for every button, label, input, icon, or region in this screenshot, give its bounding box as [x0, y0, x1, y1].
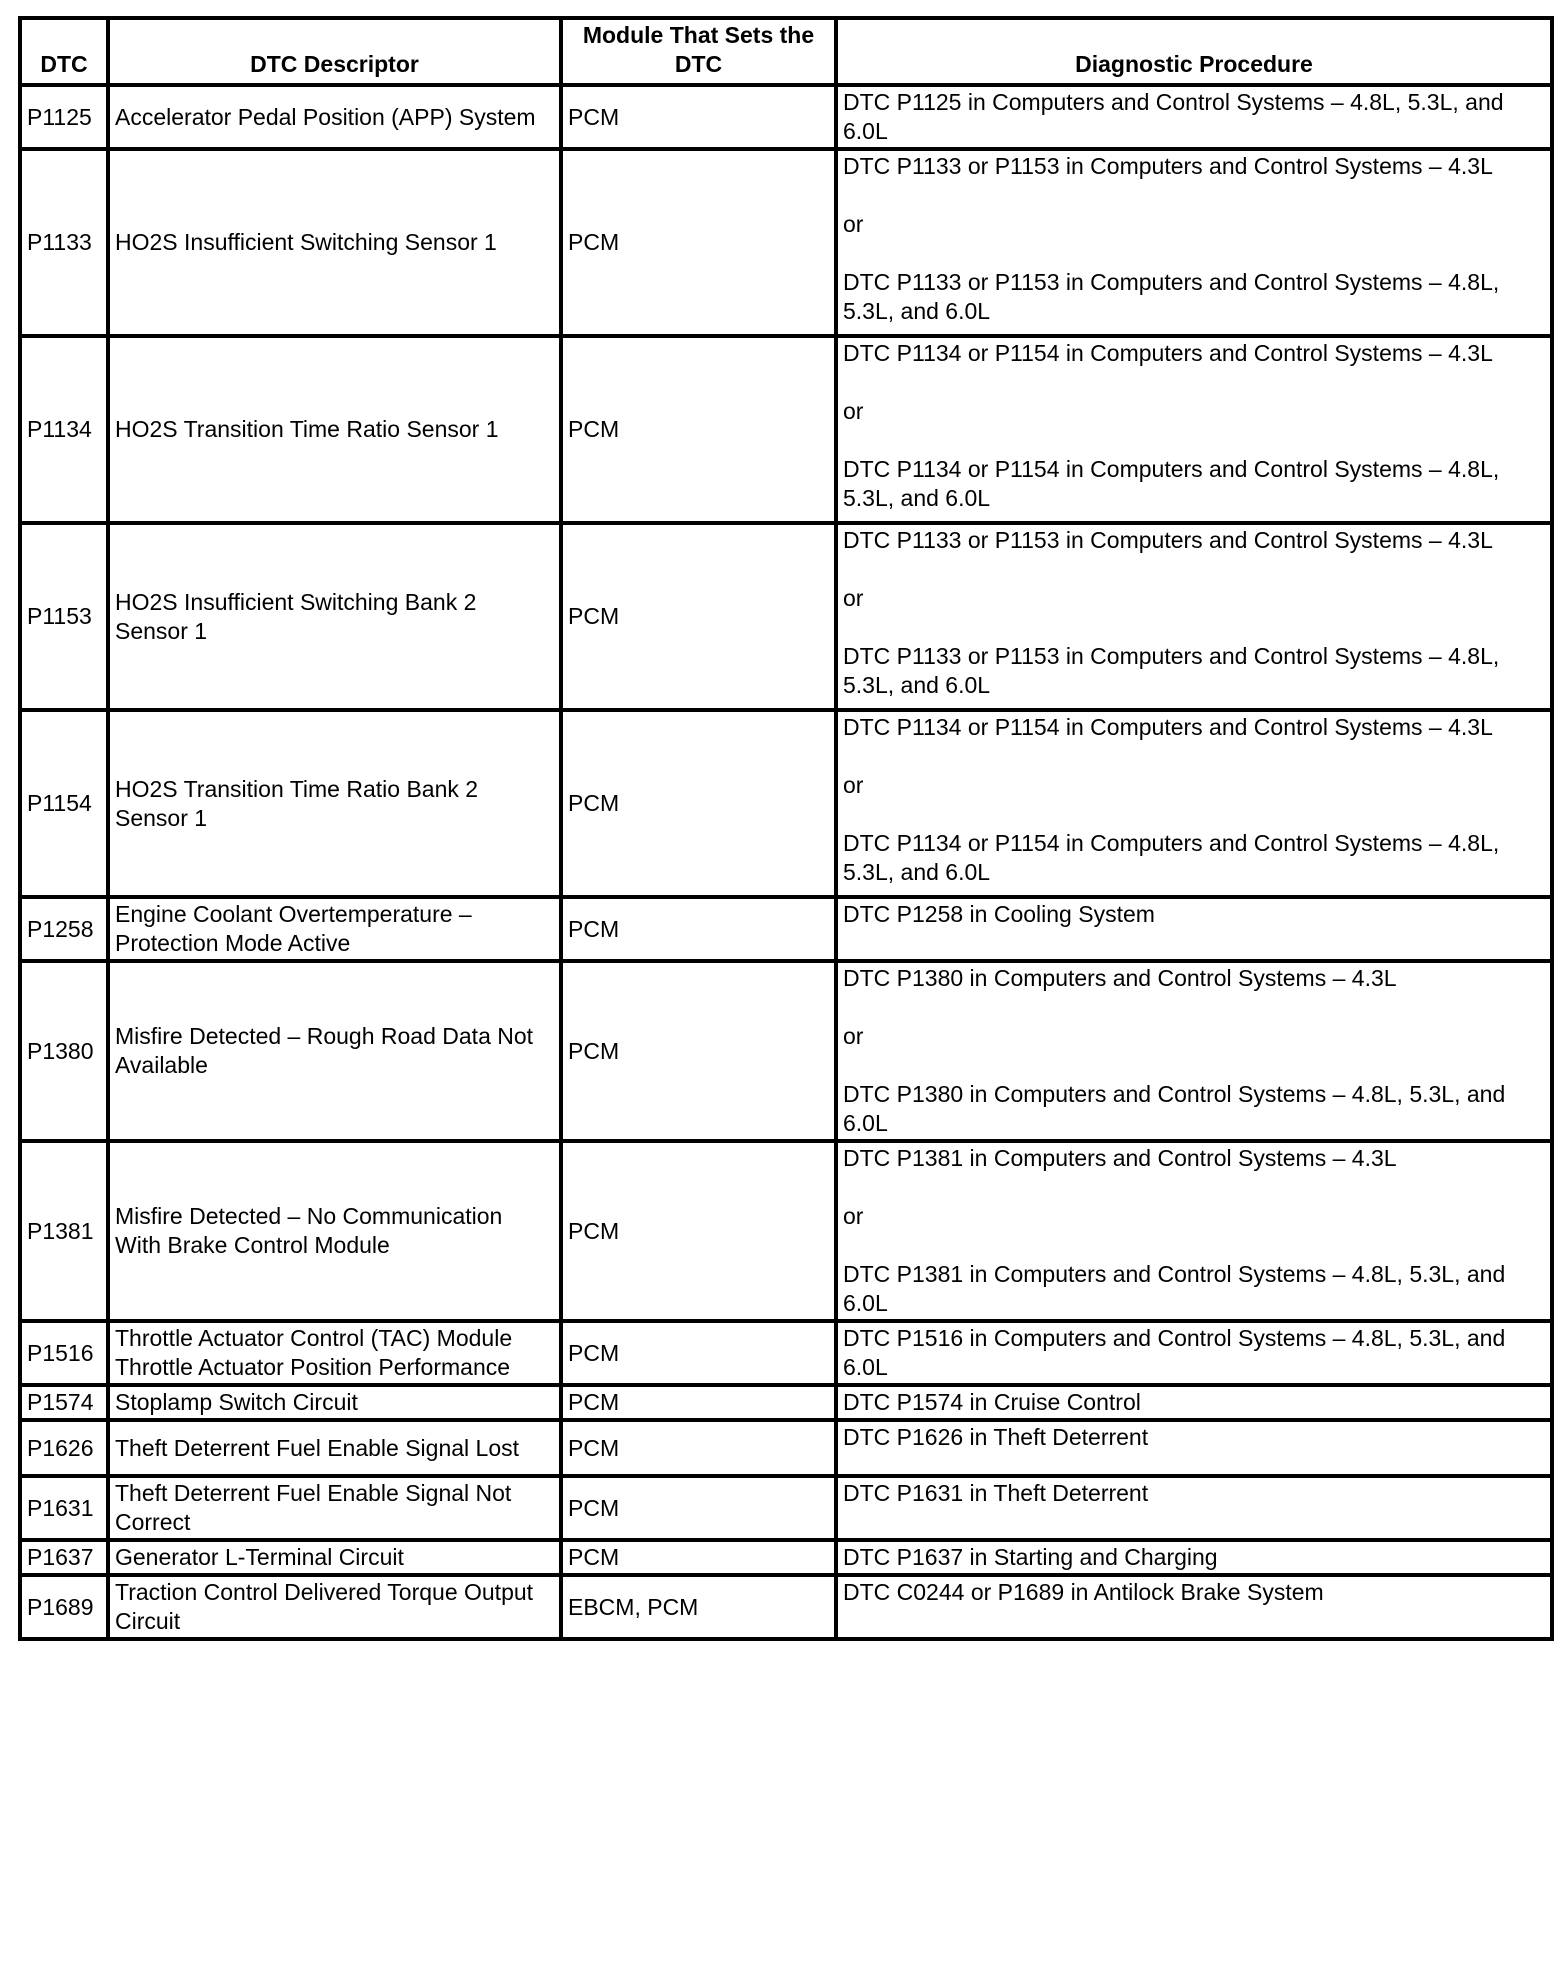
diagnostic-procedure-cell: DTC P1380 in Computers and Control Systems – 4.3L or DTC P1380 in Computers and Control Systems – 4.8L, 5.3L, and 6.0L — [836, 961, 1552, 1141]
dtc-code-cell: P1631 — [20, 1476, 108, 1540]
module-cell: PCM — [561, 710, 836, 897]
diagnostic-procedure-cell: DTC P1381 in Computers and Control Systems – 4.3L or DTC P1381 in Computers and Control Systems – 4.8L, 5.3L, and 6.0L — [836, 1141, 1552, 1321]
diagnostic-procedure-cell: DTC P1637 in Starting and Charging — [836, 1540, 1552, 1575]
dtc-descriptor-cell: HO2S Transition Time Ratio Bank 2 Sensor 1 — [108, 710, 561, 897]
dtc-code-cell: P1626 — [20, 1420, 108, 1476]
module-cell: PCM — [561, 1420, 836, 1476]
dtc-descriptor-cell: Traction Control Delivered Torque Output Circuit — [108, 1575, 561, 1639]
dtc-descriptor-cell: Accelerator Pedal Position (APP) System — [108, 85, 561, 149]
table-row — [20, 336, 1552, 523]
table-row — [20, 1141, 1552, 1321]
header-dtc: DTC — [20, 18, 108, 85]
dtc-code-cell: P1125 — [20, 85, 108, 149]
diagnostic-procedure-cell: DTC C0244 or P1689 in Antilock Brake System — [836, 1575, 1552, 1639]
dtc-code-cell: P1154 — [20, 710, 108, 897]
dtc-descriptor-cell: Stoplamp Switch Circuit — [108, 1385, 561, 1420]
dtc-code-cell: P1574 — [20, 1385, 108, 1420]
module-cell: PCM — [561, 85, 836, 149]
module-cell: EBCM, PCM — [561, 1575, 836, 1639]
dtc-descriptor-cell: Engine Coolant Overtemperature – Protection Mode Active — [108, 897, 561, 961]
table-row — [20, 1540, 1552, 1575]
table-header — [20, 18, 1552, 85]
dtc-code-cell: P1133 — [20, 149, 108, 336]
dtc-descriptor-cell: Throttle Actuator Control (TAC) Module Throttle Actuator Position Performance — [108, 1321, 561, 1385]
dtc-code-cell: P1380 — [20, 961, 108, 1141]
module-cell: PCM — [561, 1321, 836, 1385]
table-row — [20, 1420, 1552, 1476]
dtc-code-cell: P1153 — [20, 523, 108, 710]
dtc-code-cell: P1637 — [20, 1540, 108, 1575]
table-row — [20, 149, 1552, 336]
dtc-descriptor-cell: Generator L-Terminal Circuit — [108, 1540, 561, 1575]
diagnostic-procedure-cell: DTC P1516 in Computers and Control Systems – 4.8L, 5.3L, and 6.0L — [836, 1321, 1552, 1385]
dtc-code-cell: P1516 — [20, 1321, 108, 1385]
dtc-descriptor-cell: Theft Deterrent Fuel Enable Signal Not Correct — [108, 1476, 561, 1540]
diagnostic-procedure-cell: DTC P1133 or P1153 in Computers and Control Systems – 4.3L or DTC P1133 or P1153 in Computers and Control Systems – 4.8L, 5.3L, and 6.0L — [836, 523, 1552, 710]
diagnostic-procedure-cell: DTC P1125 in Computers and Control Systems – 4.8L, 5.3L, and 6.0L — [836, 85, 1552, 149]
dtc-code-cell: P1689 — [20, 1575, 108, 1639]
table-row — [20, 961, 1552, 1141]
dtc-table — [18, 16, 1554, 1641]
diagnostic-procedure-cell: DTC P1258 in Cooling System — [836, 897, 1552, 961]
module-cell: PCM — [561, 336, 836, 523]
diagnostic-procedure-cell: DTC P1134 or P1154 in Computers and Control Systems – 4.3L or DTC P1134 or P1154 in Computers and Control Systems – 4.8L, 5.3L, and 6.0L — [836, 336, 1552, 523]
dtc-descriptor-cell: HO2S Insufficient Switching Sensor 1 — [108, 149, 561, 336]
table-row — [20, 710, 1552, 897]
module-cell: PCM — [561, 523, 836, 710]
dtc-descriptor-cell: HO2S Insufficient Switching Bank 2 Sensor 1 — [108, 523, 561, 710]
dtc-descriptor-cell: Misfire Detected – Rough Road Data Not Available — [108, 961, 561, 1141]
dtc-code-cell: P1134 — [20, 336, 108, 523]
module-cell: PCM — [561, 1476, 836, 1540]
table-row — [20, 897, 1552, 961]
module-cell: PCM — [561, 1141, 836, 1321]
table-row — [20, 1575, 1552, 1639]
dtc-descriptor-cell: Theft Deterrent Fuel Enable Signal Lost — [108, 1420, 561, 1476]
table-row — [20, 1385, 1552, 1420]
module-cell: PCM — [561, 897, 836, 961]
dtc-code-cell: P1381 — [20, 1141, 108, 1321]
diagnostic-procedure-cell: DTC P1574 in Cruise Control — [836, 1385, 1552, 1420]
module-cell: PCM — [561, 149, 836, 336]
module-cell: PCM — [561, 961, 836, 1141]
dtc-code-cell: P1258 — [20, 897, 108, 961]
table-row — [20, 1321, 1552, 1385]
dtc-descriptor-cell: Misfire Detected – No Communication With Brake Control Module — [108, 1141, 561, 1321]
table-row — [20, 523, 1552, 710]
table-row — [20, 1476, 1552, 1540]
diagnostic-procedure-cell: DTC P1631 in Theft Deterrent — [836, 1476, 1552, 1540]
header-module: Module That Sets the DTC — [561, 18, 836, 85]
dtc-descriptor-cell: HO2S Transition Time Ratio Sensor 1 — [108, 336, 561, 523]
header-row — [20, 18, 1552, 85]
module-cell: PCM — [561, 1385, 836, 1420]
header-descriptor: DTC Descriptor — [108, 18, 561, 85]
header-procedure: Diagnostic Procedure — [836, 18, 1552, 85]
table-row — [20, 85, 1552, 149]
module-cell: PCM — [561, 1540, 836, 1575]
diagnostic-procedure-cell: DTC P1133 or P1153 in Computers and Control Systems – 4.3L or DTC P1133 or P1153 in Computers and Control Systems – 4.8L, 5.3L, and 6.0L — [836, 149, 1552, 336]
diagnostic-procedure-cell: DTC P1134 or P1154 in Computers and Control Systems – 4.3L or DTC P1134 or P1154 in Computers and Control Systems – 4.8L, 5.3L, and 6.0L — [836, 710, 1552, 897]
table-body — [20, 85, 1552, 1639]
diagnostic-procedure-cell: DTC P1626 in Theft Deterrent — [836, 1420, 1552, 1476]
